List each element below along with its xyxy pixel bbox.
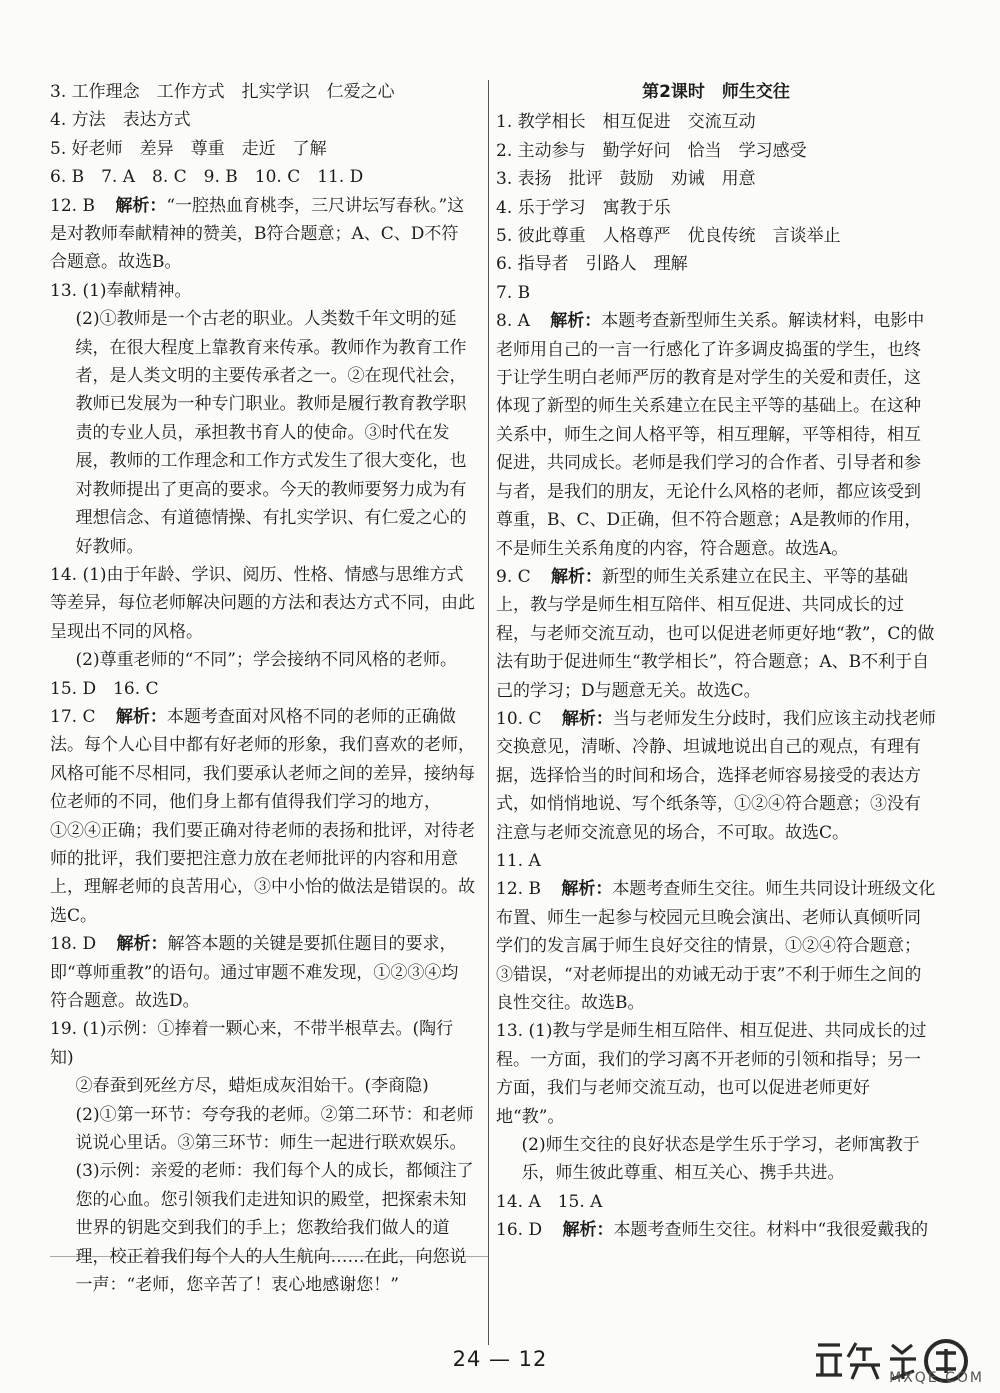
answer-item: [496, 1017, 936, 1131]
answer-item: [50, 1101, 475, 1158]
answer-number: 19. (1)示例：①捧着一颗心来，不带半根草去。(陶行知): [50, 1019, 454, 1068]
answer-number: 7. B: [496, 282, 531, 303]
answer-number: 18. D: [50, 934, 97, 955]
answer-number: 15. D 16. C: [50, 678, 159, 699]
answer-subitem-text: (2)师生交往的良好状态是学生乐于学习，老师寓教于乐，师生彼此尊重、相互关心、携手共进。: [521, 1135, 920, 1184]
answer-item: [50, 106, 475, 134]
answer-item: [496, 222, 936, 250]
answer-item: [50, 135, 475, 163]
analysis-text: 本题考查师生交往。师生共同设计班级文化布置、师生一起参与校园元旦晚会演出、老师认真倾听同学们的发言属于师生良好交往的情景，①②④符合题意；③错误，“对老师提出的劝诫无动于衷”不利于师生之间的良性交往。故选B。: [496, 879, 936, 1013]
analysis-text: 本题考查面对风格不同的老师的正确做法。每个人心目中都有好老师的形象，我们喜欢的老师，风格可能不尽相同，我们要承认老师之间的差异，接纳每位老师的不同，他们身上都有值得我们学习的地方，①②④正确；我们要正确对待老师的表扬和批评，对待老师的批评，我们要把注意力放在老师批评的内容和用意上，理解老师的良苦用心，③中小怡的做法是错误的。故选C。: [50, 706, 475, 926]
answer-item: [50, 930, 475, 1015]
answer-item: [50, 305, 475, 561]
answer-item: [50, 675, 475, 703]
answer-item: [50, 561, 475, 646]
column-divider: [488, 80, 489, 1345]
answer-number: 12. B: [50, 195, 95, 216]
analysis-label: 解析：: [116, 934, 168, 955]
answer-number: 14. (1)由于年龄、学识、阅历、性格、情感与思维方式等差异，每位老师解决问题的方法和表达方式不同，由此呈现出不同的风格。: [50, 564, 475, 642]
answer-item: [496, 307, 936, 563]
answer-item: [496, 875, 936, 1017]
analysis-text: 当与老师发生分歧时，我们应该主动找老师交换意见，清晰、冷静、坦诚地说出自己的观点，有理有据，选择恰当的时间和场合，选择老师容易接受的表达方式，如悄悄地说、写个纸条等，①②④符合题意；③没有注意与老师交流意见的场合，不可取。故选C。: [496, 708, 936, 843]
answer-number: 5. 好老师 差异 尊重 走近 了解: [50, 138, 327, 159]
section-title: 第2课时 师生交往: [642, 82, 790, 102]
answer-number: 6. B 7. A 8. C 9. B 10. C 11. D: [50, 167, 364, 188]
answer-number: 1. 教学相长 相互促进 交流互动: [496, 112, 756, 133]
analysis-label: 解析：: [561, 708, 613, 729]
answer-number: 3. 表扬 批评 鼓励 劝诫 用意: [496, 169, 756, 190]
answer-item: [50, 1072, 475, 1100]
answer-item: [496, 1188, 936, 1216]
answer-item: [496, 1131, 936, 1188]
answer-item: [50, 163, 475, 191]
answer-subitem-text: ②春蚕到死丝方尽，蜡炬成灰泪始干。(李商隐): [75, 1076, 429, 1097]
answer-subitem-text: (2)①教师是一个古老的职业。人类数千年文明的延续，在很大程度上靠教育来传承。教师作为教育工作者，是人类文明的主要传承者之一。②在现代社会，教师已发展为一种专门职业。教师是履行教育教学职责的专业人员，承担教书育人的使命。③时代在发展，教师的工作理念和工作方式发生了很大变化，也对教师提出了更高的要求。今天的教师要努力成为有理想信念、有道德情操、有扎实学识、有仁爱之心的好教师。: [75, 309, 467, 557]
answer-item: [496, 250, 936, 278]
analysis-label: 解析：: [550, 311, 602, 332]
analysis-text: 解答本题的关键是要抓住题目的要求，即“尊师重教”的语句。通过审题不难发现，①②③④均符合题意。故选D。: [50, 934, 459, 1011]
answer-number: 6. 指导者 引路人 理解: [496, 254, 688, 275]
answer-item: [496, 279, 936, 307]
page-number: 24 — 12: [452, 1347, 548, 1371]
answer-subitem-text: (3)示例：亲爱的老师：我们每个人的成长，都倾注了您的心血。您引领我们走进知识的殿堂，把探索未知世界的钥匙交到我们的手上；您教给我们做人的道理，校正着我们每个人的人生航向……在此，向您说一声：“老师，您辛苦了！衷心地感谢您！”: [75, 1161, 474, 1296]
analysis-label: 解析：: [115, 706, 167, 727]
answer-number: 14. A 15. A: [496, 1191, 603, 1212]
answer-number: 13. (1)奉献精神。: [50, 280, 192, 301]
answer-number: 12. B: [496, 879, 541, 900]
right-column: [496, 78, 936, 1245]
answer-item: [496, 108, 936, 136]
answer-item: [50, 646, 475, 674]
answer-item: [496, 165, 936, 193]
answer-number: 10. C: [496, 708, 542, 729]
right-column-items: [496, 108, 936, 1244]
analysis-text: “一腔热血育桃李，三尺讲坛写春秋。”这是对教师奉献精神的赞美，B符合题意；A、C、D不符合题意。故选B。: [50, 195, 465, 273]
analysis-text: 新型的师生关系建立在民主、平等的基础上，教与学是师生相互陪伴、相互促进、共同成长的过程，与老师交流互动，也可以促进老师更好地“教”，C的做法有助于促进师生“教学相长”，符合题意；A、B不利于自己的学习；D与题意无关。故选C。: [496, 566, 935, 701]
analysis-label: 解析：: [561, 879, 613, 900]
answer-number: 17. C: [50, 706, 96, 727]
answer-item: [50, 1015, 475, 1072]
answer-number: 2. 主动参与 勤学好问 恰当 学习感受: [496, 140, 807, 161]
analysis-text: 本题考查新型师生关系。解读材料，电影中老师用自己的一言一行感化了许多调皮捣蛋的学生，也终于让学生明白老师严厉的教育是对学生的关爱和责任，这体现了新型的师生关系建立在民主平等的基础上。在这种关系中，师生之间人格平等，相互理解，平等相待，相互促进，共同成长。老师是我们学习的合作者、引导者和参与者，是我们的朋友，无论什么风格的老师，都应该受到尊重，B、C、D正确，但不符合题意；A是教师的作用，不是师生关系角度的内容，符合题意。故选A。: [496, 311, 925, 559]
answer-item: [50, 1157, 475, 1299]
analysis-label: 解析：: [551, 566, 603, 587]
answer-number: 13. (1)教与学是师生相互陪伴、相互促进、共同成长的过程。一方面，我们的学习离不开老师的引领和指导；另一方面，我们与老师交流互动，也可以促进老师更好地“教”。: [496, 1021, 927, 1127]
answer-number: 16. D: [496, 1220, 543, 1241]
answer-item: [50, 277, 475, 305]
watermark-text: MXQE.COM: [889, 1370, 984, 1386]
analysis-label: 解析：: [115, 195, 167, 216]
answer-subitem-text: (2)①第一环节：夸夸我的老师。②第二环节：和老师说说心里话。③第三环节：师生一起进行联欢娱乐。: [75, 1104, 474, 1154]
answer-item: [496, 1216, 936, 1244]
analysis-text: 本题考查师生交往。材料中“我很爱戴我的: [613, 1220, 929, 1241]
answer-number: 9. C: [496, 566, 531, 587]
answer-item: [50, 703, 475, 930]
answer-number: 8. A: [496, 311, 530, 332]
answer-item: [50, 78, 475, 106]
answer-item: [496, 194, 936, 222]
left-column: [50, 78, 475, 1299]
answer-item: [496, 705, 936, 847]
analysis-label: 解析：: [562, 1220, 614, 1241]
answer-number: 4. 乐于学习 寓教于乐: [496, 197, 671, 218]
answer-subitem-text: (2)尊重老师的“不同”；学会接纳不同风格的老师。: [75, 650, 457, 671]
answer-item: [50, 192, 475, 277]
answer-item: [496, 137, 936, 165]
answer-number: 3. 工作理念 工作方式 扎实学识 仁爱之心: [50, 82, 395, 102]
answer-number: 5. 彼此尊重 人格尊严 优良传统 言谈举止: [496, 226, 841, 247]
answer-item: [496, 563, 936, 705]
answer-number: 11. A: [496, 850, 541, 871]
answer-number: 4. 方法 表达方式: [50, 110, 191, 131]
answer-item: [496, 847, 936, 875]
